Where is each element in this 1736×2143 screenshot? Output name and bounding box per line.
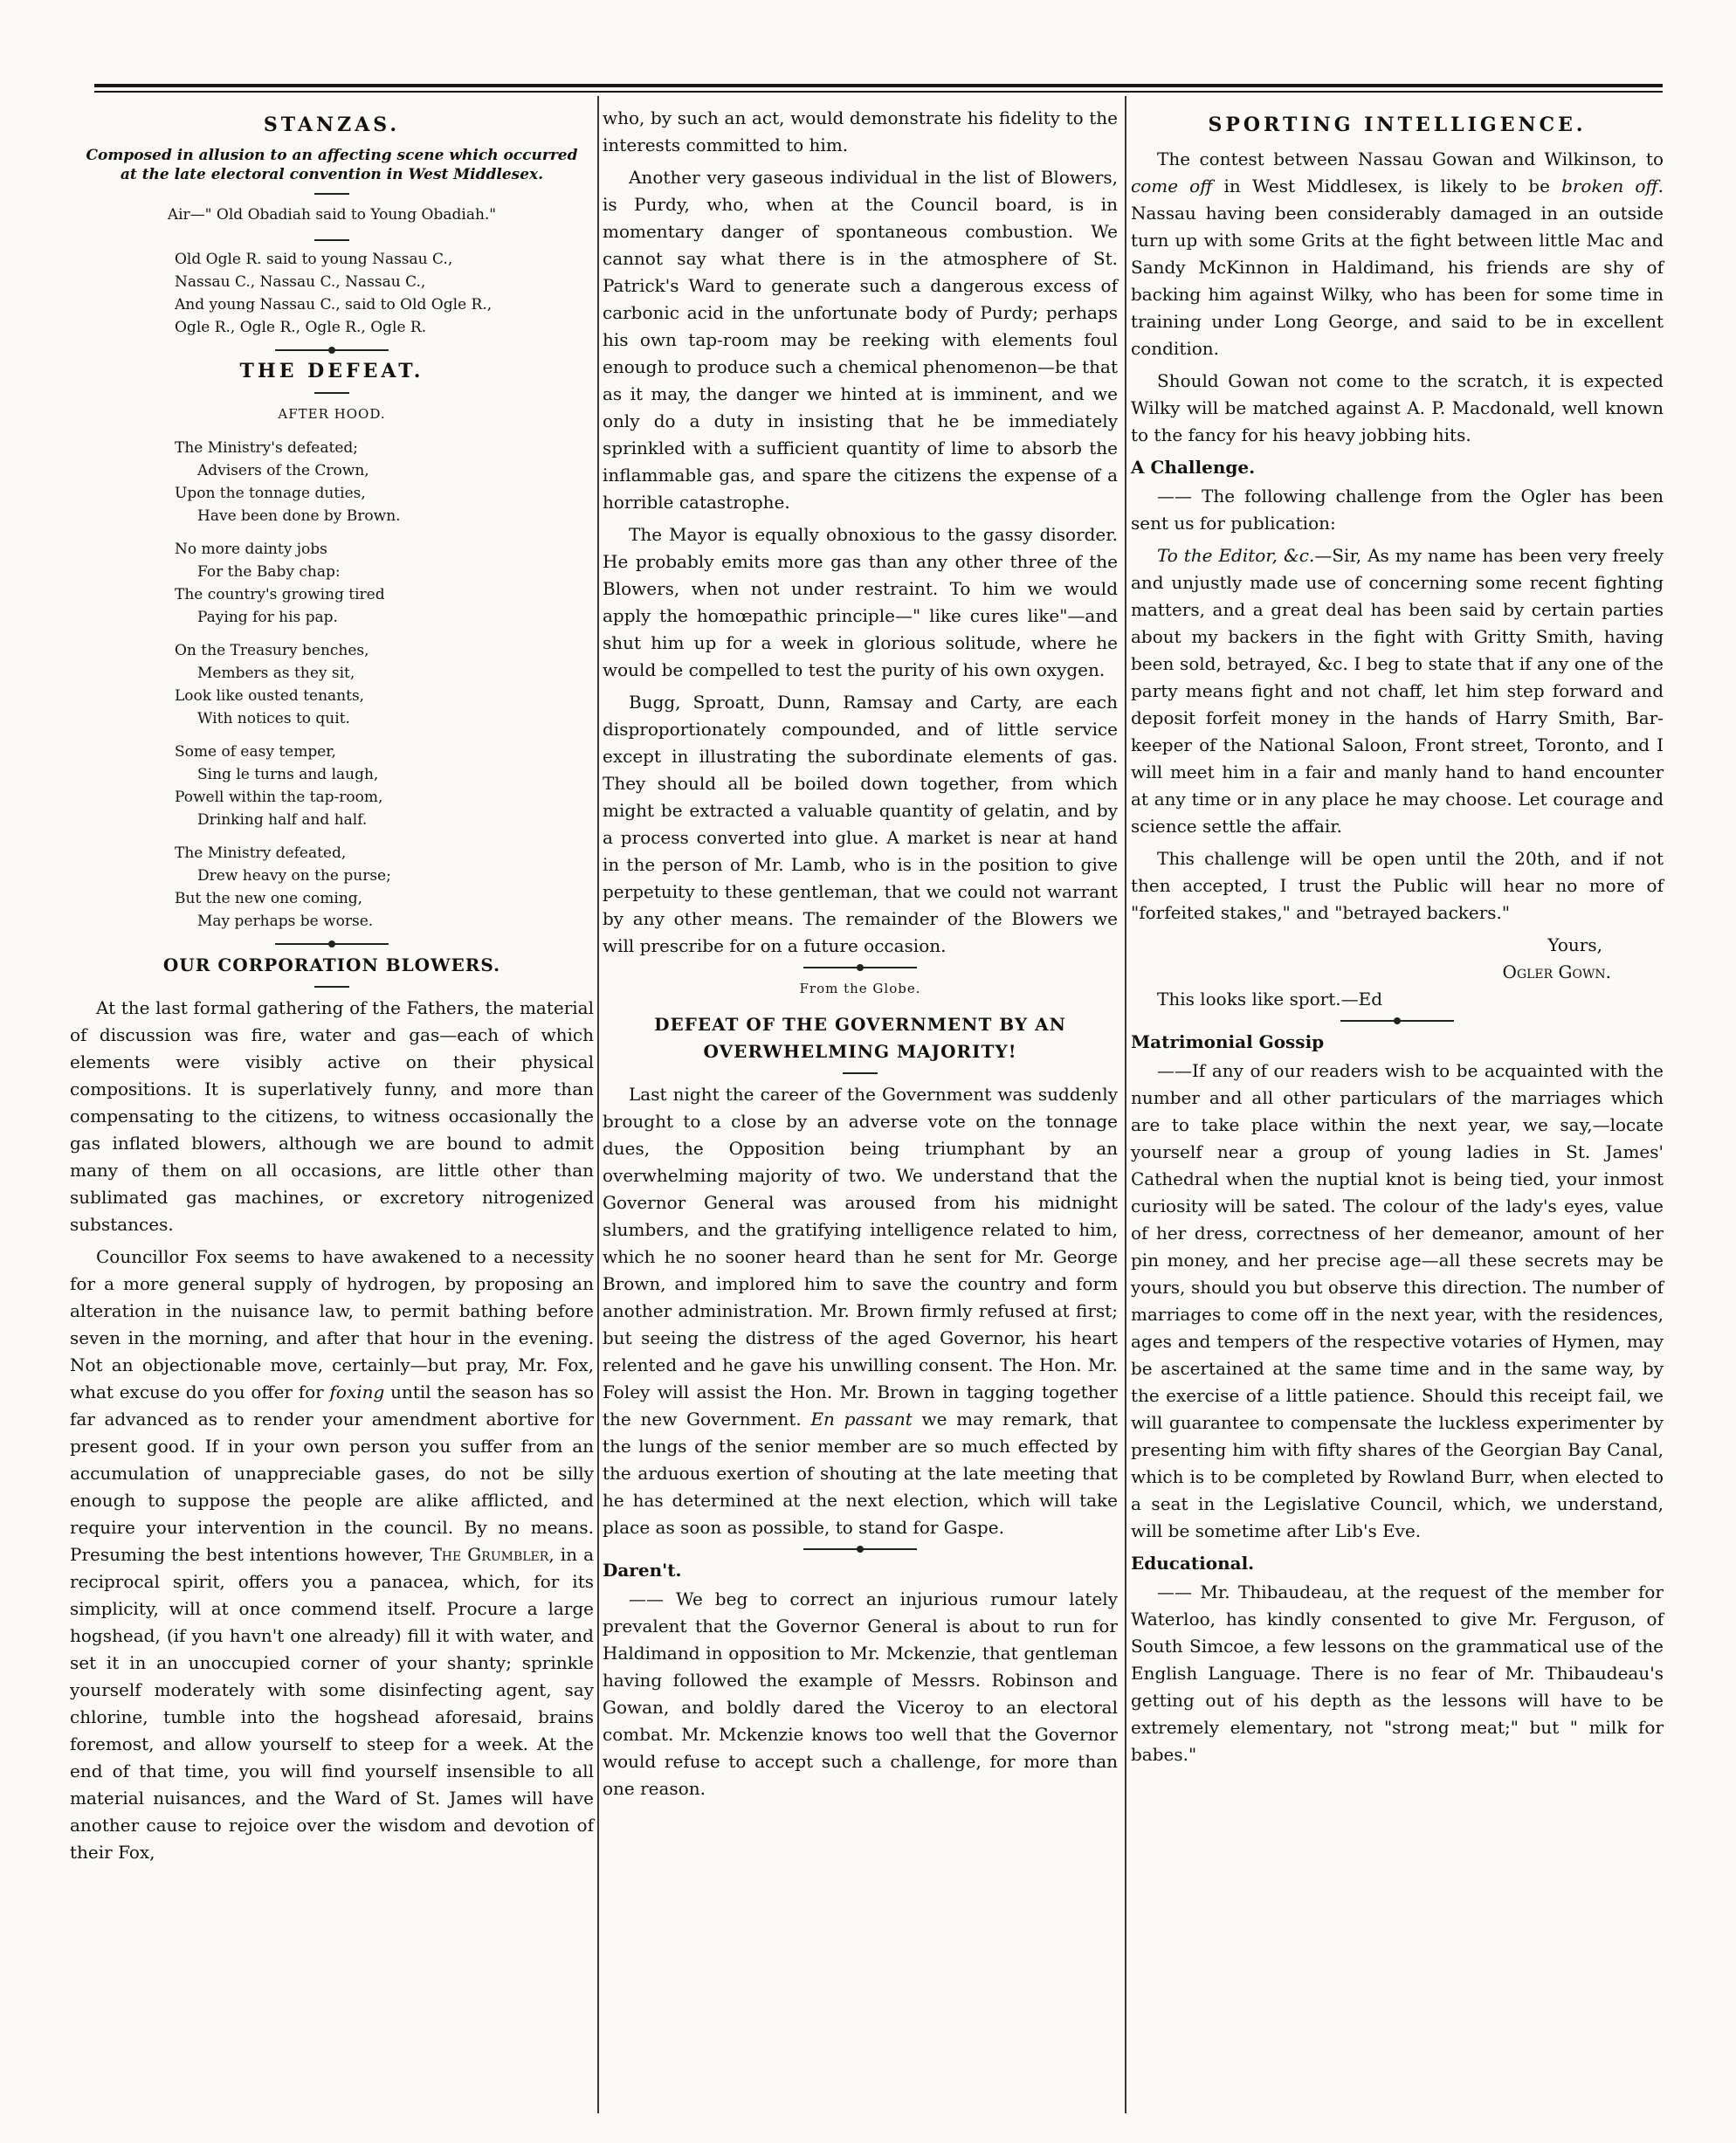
sport-editor-note: This looks like sport.—Ed [1157,989,1383,1009]
challenge-heading: A Challenge. [1131,457,1256,478]
mayor-paragraph: The Mayor is equally obnoxious to the gassy disorder. He probably emits more gas than any other three of the Blowers, when not under restraint. To him we would apply the homœpathic principle—" like cures like"—and shut him up for a week in glorious solitude, where he would be compelled to test the purity of his own oxygen. [603,524,1118,680]
educational-heading: Educational. [1131,1553,1255,1574]
stanzas-air: Air—" Old Obadiah said to Young Obadiah." [167,206,497,224]
signature: Ogler Gown. [1502,961,1611,982]
italic-phrase: broken off. [1561,176,1664,196]
challenge-intro: —— The following challenge from the Ogler has been sent us for publication: [1131,486,1664,534]
text-run: —Sir, As my name has been very freely and unjustly made use of concerning some recent fighting matters, and a great deal has been said by certain parties about my backers in the fight with Gritty Smith, having been sold, betrayed, &c. I beg to state that if any one of the party means fight and not chaff, let him step forward and deposit forfeit money in the hands of Harry Smith, Bar-keeper of the National Saloon, Front street, Toronto, and I will meet him in a fair and manly hand to hand encounter at any time or in any place he may choose. Let courage and science settle the affair. [1131,545,1664,837]
separator [1340,1020,1454,1022]
text-run: The contest between Nassau Gowan and Wilkinson, to [1157,148,1664,169]
column-divider-2 [1125,96,1126,2113]
separator [803,967,917,968]
verse-line: Sing le turns and laugh, [197,766,379,783]
stanzas-subtitle: Composed in allusion to an affecting scene which occurred at the late electoral convention in West Middlesex. [86,147,578,183]
stanzas-verse [175,248,594,339]
separator [314,193,349,195]
verse-line: But the new one coming, [175,890,363,907]
grumbler-name: The Grumbler [430,1544,549,1565]
text-run: , in a reciprocal spirit, offers you a panacea, which, for its simplicity, will at once commend itself. Procure a large hogshead, (if you havn't one already) fill it with water, and set it in an unoccupied corner of your shanty; sprinkle yourself moderately with some disinfecting agent, say chlorine, tumble into the hogshead aforesaid, brains foremost, and allow yourself to steep for a week. At the end of that time, you will find yourself insensible to all material nuisances, and the Ward of St. James will have another cause to rejoice over the wisdom and devotion of their Fox, [70,1544,595,1863]
defeat-government-title: DEFEAT OF THE GOVERNMENT BY AN OVERWHELMING MAJORITY! [654,1014,1066,1062]
verse-line: Old Ogle R. said to young Nassau C., [175,251,453,268]
text-run: we may remark, that the lungs of the senior member are so much effected by the arduous exertion of shouting at the late meeting that he has determined at the next election, which will take place as soon as possible, to stand for Gaspe. [603,1409,1119,1538]
from-globe: From the Globe. [799,981,921,996]
italic-word: foxing [329,1382,385,1402]
verse-line: Drinking half and half. [197,811,368,829]
top-rule [94,84,1663,87]
text-run: Councillor Fox seems to have awakened to a necessity for a more general supply of hydrogen, by proposing an alteration in the nuisance law, to permit bathing before seven in the morning, and after that hour in the evening. Not an objectionable move, certainly—but pray, Mr. Fox, what excuse do you offer for [70,1246,594,1402]
verse-line: And young Nassau C., said to Old Ogle R., [175,296,493,314]
separator [843,1072,878,1074]
separator [314,239,349,241]
verse-line: With notices to quit. [197,710,350,727]
blowers-paragraph-1: At the last formal gathering of the Fathers, the material of discussion was fire, water and gas—each of which elements were visibly active on their physical compositions. It is superlatively funny, and more than compensating to the citizens, to witness occasionally the gas inflated blowers, although we are bound to admit many of them on all occasions, are little other than sublimated gas machines, or excretory nitrogenized substances. [70,997,594,1235]
darent-paragraph: —— We beg to correct an injurious rumour lately prevalent that the Governor General is about to run for Haldimand in opposition to Mr. Mckenzie, that gentleman having followed the example of Messrs. Robinson and Gowan, and boldly dared the Viceroy to an electoral combat. Mr. Mckenzie knows too well that the Governor would refuse to accept such a challenge, for more than one reason. [603,1588,1118,1799]
verse-line: For the Baby chap: [197,563,341,581]
challenge-closing: This challenge will be open until the 20th, and if not then accepted, I trust the Public will hear no more of "forfeited stakes," and "betrayed backers." [1131,848,1664,923]
defeat-government-paragraph [603,1081,1118,1541]
challenge-letter [1131,542,1664,840]
text-run: in West Middlesex, is likely to be [1223,176,1550,196]
yours: Yours, [1547,934,1602,955]
poem-stanza [175,639,594,730]
purdy-paragraph: Another very gaseous individual in the list of Blowers, is Purdy, who, when at the Council board, is in momentary danger of spontaneous combustion. We cannot say what there is in the atmosphere of St. Patrick's Ward to generate such a dangerous excess of carbonic acid in the unfortunate body of Purdy; perhaps his own tap-room may be reeking with elements foul enough to produce such a chemical phenomenon—be that as it may, the danger we hinted at is imminent, and we only do a duty in insisting that he be immediately sprinkled with a sufficient quantity of lime to absorb the inflammable gas, and spare the citizens the expense of a horrible catastrophe. [603,167,1118,513]
column-2 [603,105,1118,1808]
sporting-paragraph-1 [1131,146,1664,362]
verse-line: Advisers of the Crown, [197,462,369,479]
bugg-paragraph: Bugg, Sproatt, Dunn, Ramsay and Carty, are each disproportionately compounded, and of little service except in illustrating the subordinate elements of gas. They should all be boiled down together, from which might be extracted a valuable quantity of gelatin, and by a process converted into glue. A market is near at hand in the person of Mr. Lamb, who is in the position to give perpetuity to these gentleman, that we could not warrant by any other means. The remainder of the Blowers we will prescribe for on a future occasion. [603,692,1118,956]
verse-line: Drew heavy on the purse; [197,867,391,885]
verse-line: Some of easy temper, [175,743,336,761]
italic-phrase: To the Editor, &c. [1157,545,1315,566]
column-divider-1 [597,96,599,2113]
verse-line: Nassau C., Nassau C., Nassau C., [175,273,426,291]
separator [275,943,389,945]
text-run: Nassau having been considerably damaged in an outside turn up with some Grits at the fight between little Mac and Sandy McKinnon in Haldimand, his friends are shy of backing him against Wilky, who has been for some time in training under Long George, and said to be in excellent condition. [1131,203,1664,359]
column-3 [1131,105,1664,1774]
separator [314,986,349,988]
matrimonial-paragraph: ——If any of our readers wish to be acquainted with the number and all other particulars of the marriages which are to take place within the next year, we say,—locate yourself near a group of young ladies in St. James' Cathedral when the nuptial knot is being tied, your inmost curiosity will be sated. The colour of the lady's eyes, value of her dress, correctness of her demeanor, amount of her pin money, and her precise age—all these secrets may be yours, should you but observe this direction. The number of marriages to come off in the next year, with the residences, ages and tempers of the respective votaries of Hymen, may be ascertained at the same time and in the same way, by the exercise of a little patience. Should this receipt fail, we will guarantee to compensate the luckless experimenter by presenting him with fifty shares of the Georgian Bay Canal, which is to be completed by Rowland Burr, when elected to a seat in the Legislative Council, which, we understand, will be sometime after Lib's Eve. [1131,1060,1664,1541]
verse-line: The Ministry defeated, [175,844,347,862]
verse-line: Members as they sit, [197,665,355,682]
verse-line: No more dainty jobs [175,541,327,558]
stanzas-title: STANZAS. [263,114,401,136]
text-run: until the season has so far advanced as to render your amendment abortive for present good. If in your own person you suffer from an accumulation of unappreciable gases, do not be silly enough to suppose the people are alike afflicted, and require your intervention in the council. By no means. Presuming the best intentions however, [70,1382,595,1565]
poem-stanza [175,842,594,933]
verse-line: Paying for his pap. [197,609,338,626]
verse-line: Have been done by Brown. [197,507,401,525]
blowers-title: OUR CORPORATION BLOWERS. [162,954,501,975]
separator [314,392,349,394]
top-rule-thin [94,91,1663,93]
italic-phrase: come off [1131,176,1213,196]
poem-stanza [175,538,594,629]
defeat-poem [175,437,594,933]
blowers-continued: who, by such an act, would demonstrate his fidelity to the interests committed to him. [603,107,1118,155]
defeat-title: THE DEFEAT. [239,360,424,382]
after-hood: AFTER HOOD. [278,406,386,422]
verse-line: On the Treasury benches, [175,642,369,659]
separator [275,349,389,351]
verse-line: Ogle R., Ogle R., Ogle R., Ogle R. [175,319,427,336]
column-1 [70,105,594,1871]
educational-paragraph: —— Mr. Thibaudeau, at the request of the member for Waterloo, has kindly consented to give Mr. Ferguson, of South Simcoe, a few lessons on the grammatical use of the English Language. There is no fear of Mr. Thibaudeau's getting out of his depth as the lessons will have to be extremely elementary, not "strong meat;" but " milk for babes." [1131,1581,1664,1765]
italic-phrase: En passant [810,1409,913,1430]
separator [803,1548,917,1550]
text-run: Last night the career of the Government was suddenly brought to a close by an adverse vote on the tonnage dues, the Opposition being triumphant by an overwhelming majority of two. We understand that the Governor General was aroused from his midnight slumbers, and the gratifying intelligence related to him, which he no sooner heard than he sent for Mr. George Brown, and implored him to save the country and form another administration. Mr. Brown firmly refused at first; but seeing the distress of the aged Governor, his heart relented and he gave his unwilling consent. The Hon. Mr. Foley will assist the Hon. Mr. Brown in tagging together the new Government. [603,1084,1118,1430]
sporting-title: SPORTING INTELLIGENCE. [1208,114,1587,136]
verse-line: Upon the tonnage duties, [175,485,366,502]
verse-line: Look like ousted tenants, [175,687,365,705]
verse-line: The Ministry's defeated; [175,439,359,457]
verse-line: May perhaps be worse. [197,913,374,930]
darent-heading: Daren't. [603,1560,682,1581]
blowers-paragraph-2 [70,1244,594,1866]
matrimonial-heading: Matrimonial Gossip [1131,1031,1325,1052]
verse-line: The country's growing tired [175,586,385,603]
sporting-paragraph-2: Should Gowan not come to the scratch, it is expected Wilky will be matched against A. P. Macdonald, well known to the fancy for his heavy jobbing hits. [1131,370,1664,445]
poem-stanza [175,437,594,527]
poem-stanza [175,741,594,831]
verse-line: Powell within the tap-room, [175,789,383,806]
